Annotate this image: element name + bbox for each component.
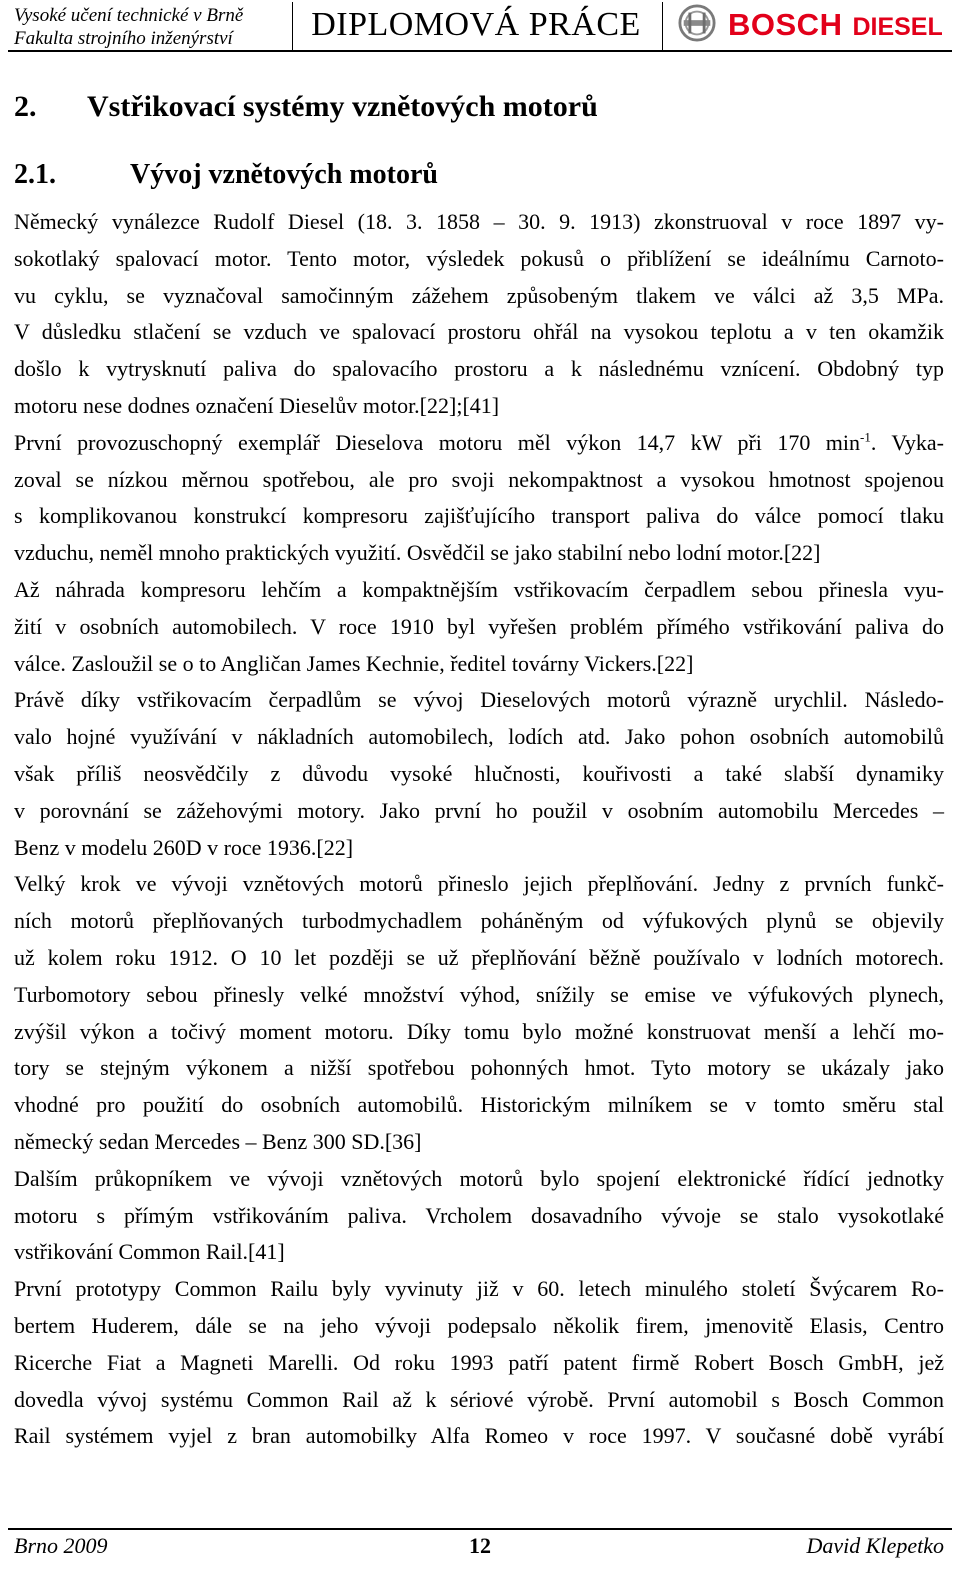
- text-line: ních motorů přeplňovaných turbodmychadlem poháněným od výfukových plynů se objevily: [14, 908, 944, 934]
- text-line: Velký krok ve vývoji vznětových motorů přineslo jejich přeplňování. Jedny z prvních funkč-: [14, 871, 944, 897]
- text-line: valo hojné využívání v nákladních automobilech, lodích atd. Jako pohon osobních automobilů: [14, 724, 944, 750]
- text-segment: . Vyka-: [870, 429, 944, 455]
- text-line: s komplikovanou konstrukcí kompresoru zajišťujícího transport paliva do válce pomocí tlaku: [14, 503, 944, 529]
- logo-wordmark: [728, 6, 943, 46]
- section-title: Vývoj vznětových motorů: [130, 159, 438, 190]
- footer-place-year: Brno 2009: [14, 1533, 108, 1558]
- paragraph: [14, 866, 944, 1160]
- paragraph: [14, 204, 944, 425]
- text-segment: První provozuschopný exemplář Dieselova motoru měl výkon 14,7 kW při 170 min: [14, 429, 861, 455]
- section-heading: [14, 154, 944, 196]
- text-line: [14, 425, 944, 462]
- text-line: vu cyklu, se vyznačoval samočinným zážehem způsobeným tlakem ve válci až 3,5 MPa.: [14, 282, 944, 308]
- logo-sub: DIESEL: [852, 13, 943, 41]
- text-line: vzduchu, neměl mnoho praktických využití. Osvědčil se jako stabilní nebo lodní motor.[22]: [14, 540, 821, 566]
- faculty-name: Fakulta strojního inženýrství: [14, 28, 233, 49]
- text-line: dovedla vývoj systému Common Rail až k sériové výrobě. První automobil s Bosch Common: [14, 1386, 944, 1412]
- text-line: První prototypy Common Railu byly vyvinuty již v 60. letech minulého století Švýcarem Ro-: [14, 1276, 944, 1302]
- body-text: [14, 204, 944, 1455]
- page-content: [14, 84, 944, 1455]
- text-line: došlo k vytrysknutí paliva do spalovacího prostoru a k následnému vznícení. Obdobný typ: [14, 356, 944, 382]
- paragraph: [14, 1271, 944, 1455]
- text-line: žití v osobních automobilech. V roce 1910 byl vyřešen problém přímého vstřikování paliva do: [14, 613, 944, 639]
- header-divider-left: [292, 2, 293, 50]
- paragraph: [14, 1161, 944, 1271]
- text-line: Až náhrada kompresoru lehčím a kompaktnějším vstřikovacím čerpadlem sebou přinesla vyu-: [14, 576, 944, 602]
- document-type-title: DIPLOMOVÁ PRÁCE: [311, 6, 641, 43]
- chapter-number: 2.: [14, 90, 37, 123]
- page-header: [0, 0, 960, 54]
- superscript: -1: [860, 429, 871, 445]
- university-name: Vysoké učení technické v Brně: [14, 5, 244, 26]
- text-line: Ricerche Fiat a Magneti Marelli. Od roku 1993 patří patent firmě Robert Bosch GmbH, jež: [14, 1349, 944, 1375]
- text-line: německý sedan Mercedes – Benz 300 SD.[36]: [14, 1128, 422, 1154]
- paragraph: [14, 572, 944, 682]
- text-line: zvýšil výkon a točivý moment motoru. Díky tomu bylo možné konstruovat menší a lehčí mo-: [14, 1018, 944, 1044]
- paragraph: [14, 425, 944, 572]
- text-line: vstřikování Common Rail.[41]: [14, 1239, 285, 1265]
- text-line: Benz v modelu 260D v roce 1936.[22]: [14, 834, 354, 860]
- text-line: sokotlaký spalovací motor. Tento motor, výsledek pokusů o přiblížení se ideálnímu Carnoto-: [14, 245, 944, 271]
- text-line: bertem Huderem, dále se na jeho vývoji podepsalo několik firem, jmenovitě Elasis, Centro: [14, 1312, 944, 1338]
- header-divider-right: [662, 2, 663, 50]
- text-line: motoru s přímým vstřikováním paliva. Vrcholem dosavadního vývoje se stalo vysokotlaké: [14, 1202, 944, 1228]
- chapter-title: Vstřikovací systémy vznětových motorů: [87, 90, 598, 123]
- header-rule: [8, 50, 952, 52]
- text-line: válce. Zasloužil se o to Angličan James Kechnie, ředitel továrny Vickers.[22]: [14, 650, 694, 676]
- text-line: tory se stejným výkonem a nižší spotřebou pohonných hmot. Tyto motory se ukázaly jako: [14, 1055, 944, 1081]
- text-line: Právě díky vstřikovacím čerpadlům se vývoj Dieselových motorů výrazně urychlil. Následo-: [14, 687, 944, 713]
- text-line: Dalším průkopníkem ve vývoji vznětových motorů bylo spojení elektronické řídící jednotky: [14, 1165, 944, 1191]
- text-line: Německý vynálezce Rudolf Diesel (18. 3. 1858 – 30. 9. 1913) zkonstruoval v roce 1897 vy-: [14, 209, 944, 234]
- logo-brand: BOSCH: [728, 7, 843, 42]
- text-line: V důsledku stlačení se vzduch ve spalovací prostoru ohřál na vysokou teplotu a v ten okamžik: [14, 319, 944, 345]
- institution-block: [14, 4, 290, 50]
- bosch-diesel-logo: [672, 4, 950, 46]
- text-line: Turbomotory sebou přinesly velké množství výhod, snížily se emise ve výfukových plynech,: [14, 981, 944, 1007]
- text-line: motoru nese dodnes označení Dieselův motor.[22];[41]: [14, 392, 500, 418]
- text-line: Rail systémem vyjel z bran automobilky Alfa Romeo v roce 1997. V současné době vyrábí: [14, 1423, 944, 1449]
- text-line: už kolem roku 1912. O 10 let později se už přeplňování běžně používalo v lodních motorech.: [14, 944, 944, 970]
- text-line: vhodné pro použití do osobních automobilů. Historickým milníkem se v tomto směru stal: [14, 1092, 944, 1118]
- section-number: 2.1.: [14, 159, 56, 190]
- chapter-heading: [14, 84, 944, 130]
- text-line: v porovnání se zážehovými motory. Jako první ho použil v osobním automobilu Mercedes –: [14, 797, 944, 823]
- page-number: 12: [469, 1533, 491, 1558]
- footer-author: David Klepetko: [806, 1533, 944, 1558]
- text-line: však příliš neosvědčily z důvodu vysoké hlučnosti, kouřivosti a také slabší dynamiky: [14, 760, 944, 786]
- page-footer: [0, 1526, 960, 1572]
- footer-rule: [8, 1528, 952, 1530]
- text-line: zoval se nízkou měrnou spotřebou, ale pro svoji nekompaktnost a vysokou hmotnost spojenou: [14, 466, 944, 492]
- bosch-armature-icon: [678, 4, 716, 42]
- paragraph: [14, 682, 944, 866]
